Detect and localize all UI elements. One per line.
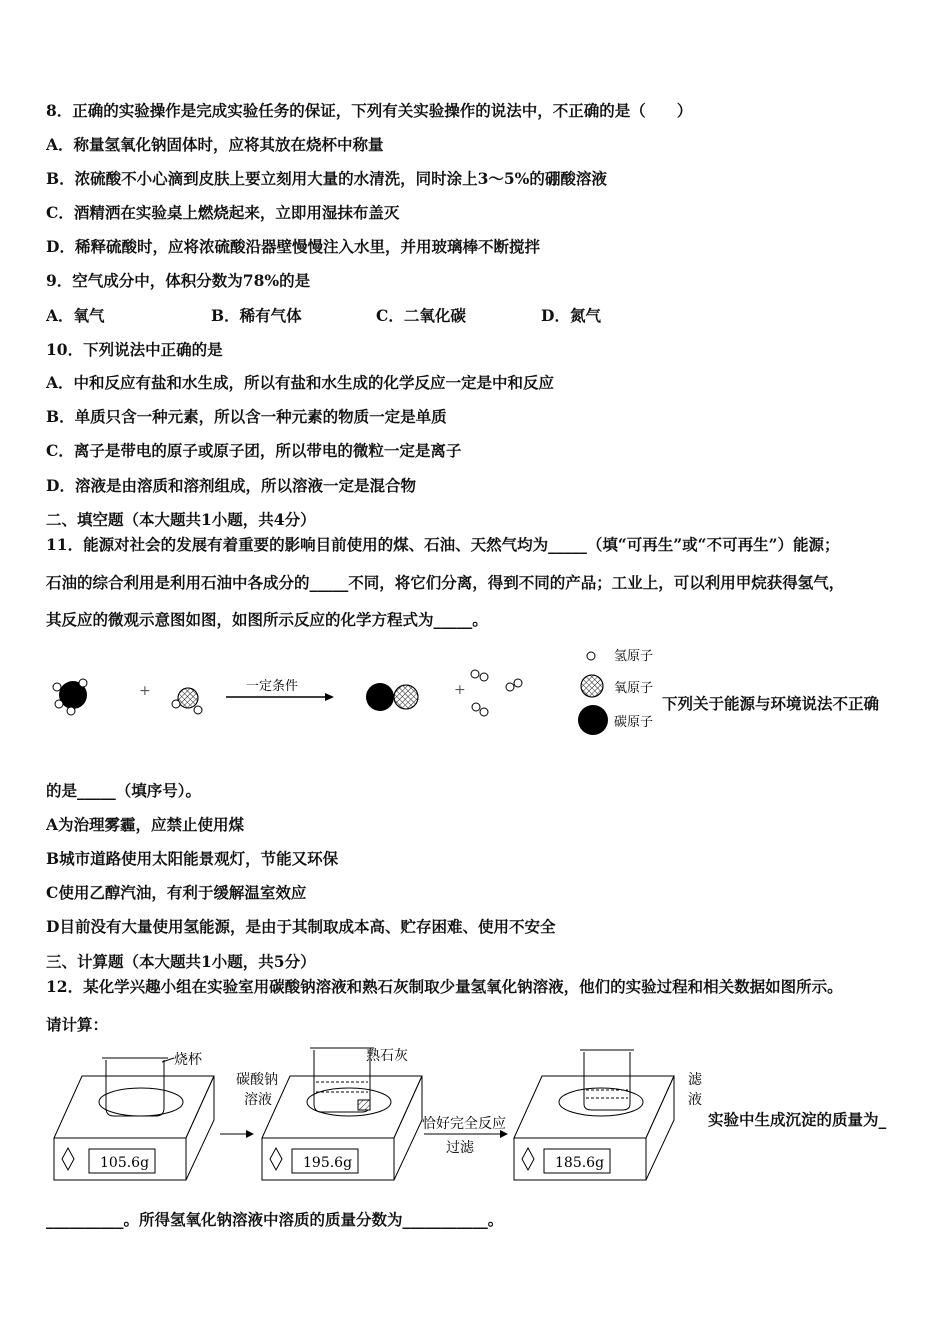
legend-hydrogen-label: 氢原子 [614,649,654,664]
q12-line-2: 请计算： [46,1015,109,1034]
sodium-carbonate-label-1: 碳酸钠 [236,1072,278,1088]
q10-option-a: A．中和反应有盐和水生成，所以有盐和水生成的化学反应一定是中和反应 [46,373,555,392]
q8-option-d: D．稀释硫酸时，应将浓硫酸沿器壁慢慢注入水里，并用玻璃棒不断搅拌 [46,237,540,256]
balance-2 [236,1047,422,1180]
q11-line-2: 石油的综合利用是利用石油中各成分的_____不同，将它们分离，得到不同的产品；工业上，可以利用甲烷获得氢气， [46,573,845,592]
hydrogen-molecules [471,670,522,716]
q8-option-b: B．浓硫酸不小心滴到皮肤上要立刻用大量的水清洗，同时涂上3～5%的硼酸溶液 [46,169,607,188]
q12-line-3: __________。所得氢氧化钠溶液中溶质的质量分数为___________。 [46,1210,504,1229]
q11-option-c: C使用乙醇汽油，有利于缓解温室效应 [46,883,307,902]
mass-reading-1: 105.6g [100,1155,150,1171]
sodium-carbonate-label-2: 溶液 [244,1092,272,1108]
filter-label: 过滤 [446,1140,474,1156]
q11-trailing-text: 下列关于能源与环境说法不正确 [662,694,880,713]
mass-reading-2: 195.6g [303,1155,353,1171]
legend-carbon-icon [578,705,608,735]
q12-line-1: 12．某化学兴趣小组在实验室用碳酸钠溶液和熟石灰制取少量氢氧化钠溶液，他们的实验过程和相关数据如图所示。 [46,977,843,996]
q10-option-c: C．离子是带电的原子或原子团，所以带电的微粒一定是离子 [46,441,462,460]
legend [578,649,653,735]
q10-option-b: B．单质只含一种元素，所以含一种元素的物质一定是单质 [46,407,447,426]
q11-option-b: B城市道路使用太阳能景观灯，节能又环保 [46,849,339,868]
q8-option-c: C．酒精洒在实验桌上燃烧起来，立即用湿抹布盖灭 [46,203,400,222]
q9-stem: 9．空气成分中，体积分数为78%的是 [46,271,311,290]
section-2-heading: 二、填空题（本大题共1小题，共4分） [46,510,316,529]
q11-option-d: D目前没有大量使用氢能源，是由于其制取成本高、贮存困难、使用不安全 [46,917,556,936]
q8-stem: 8．正确的实验操作是完成实验任务的保证，下列有关实验操作的说法中，不正确的是（ ） [46,101,693,120]
q10-option-d: D．溶液是由溶质和溶剂组成，所以溶液一定是混合物 [46,476,416,495]
q11-line-3: 其反应的微观示意图如图，如图所示反应的化学方程式为_____。 [46,610,488,629]
q9-option-a: A．氧气 [46,306,105,325]
q10-stem: 10．下列说法中正确的是 [46,340,223,359]
plus-sign-2: + [454,682,466,698]
balance-diagram [44,1040,704,1190]
carbon-monoxide-molecule [366,683,418,711]
filtrate-label-1: 滤 [688,1072,702,1088]
slaked-lime-label: 熟石灰 [366,1048,408,1064]
q11-line-4: 的是_____（填序号）。 [46,781,202,800]
mass-reading-3: 185.6g [555,1155,605,1171]
balance-1 [54,1051,214,1180]
q9-option-c: C．二氧化碳 [376,306,466,325]
legend-hydrogen-icon [587,652,595,660]
methane-molecule [53,679,87,715]
q9-option-d: D．氮气 [541,306,601,325]
q8-option-a: A．称量氢氧化钠固体时，应将其放在烧杯中称量 [46,135,384,154]
q11-line-1: 11．能源对社会的发展有着重要的影响目前使用的煤、石油、天然气均为_____（填“可再生”或“不可再生”）能源； [46,535,840,554]
plus-sign-1: + [139,683,151,699]
balance-3 [514,1050,703,1180]
filtrate-label-2: 液 [688,1092,702,1108]
beaker-label: 烧杯 [174,1052,202,1068]
q12-trailing-text: 实验中生成沉淀的质量为_ [708,1110,887,1129]
legend-carbon-label: 碳原子 [614,715,654,730]
reaction-label: 恰好完全反应 [422,1116,506,1132]
water-molecule [172,688,202,714]
q11-option-a: A为治理雾霾，应禁止使用煤 [46,815,245,834]
legend-oxygen-label: 氧原子 [614,681,654,696]
reaction-diagram [40,640,680,750]
q9-option-b: B．稀有气体 [211,306,302,325]
section-3-heading: 三、计算题（本大题共1小题，共5分） [46,952,316,971]
reaction-condition: 一定条件 [246,679,299,694]
